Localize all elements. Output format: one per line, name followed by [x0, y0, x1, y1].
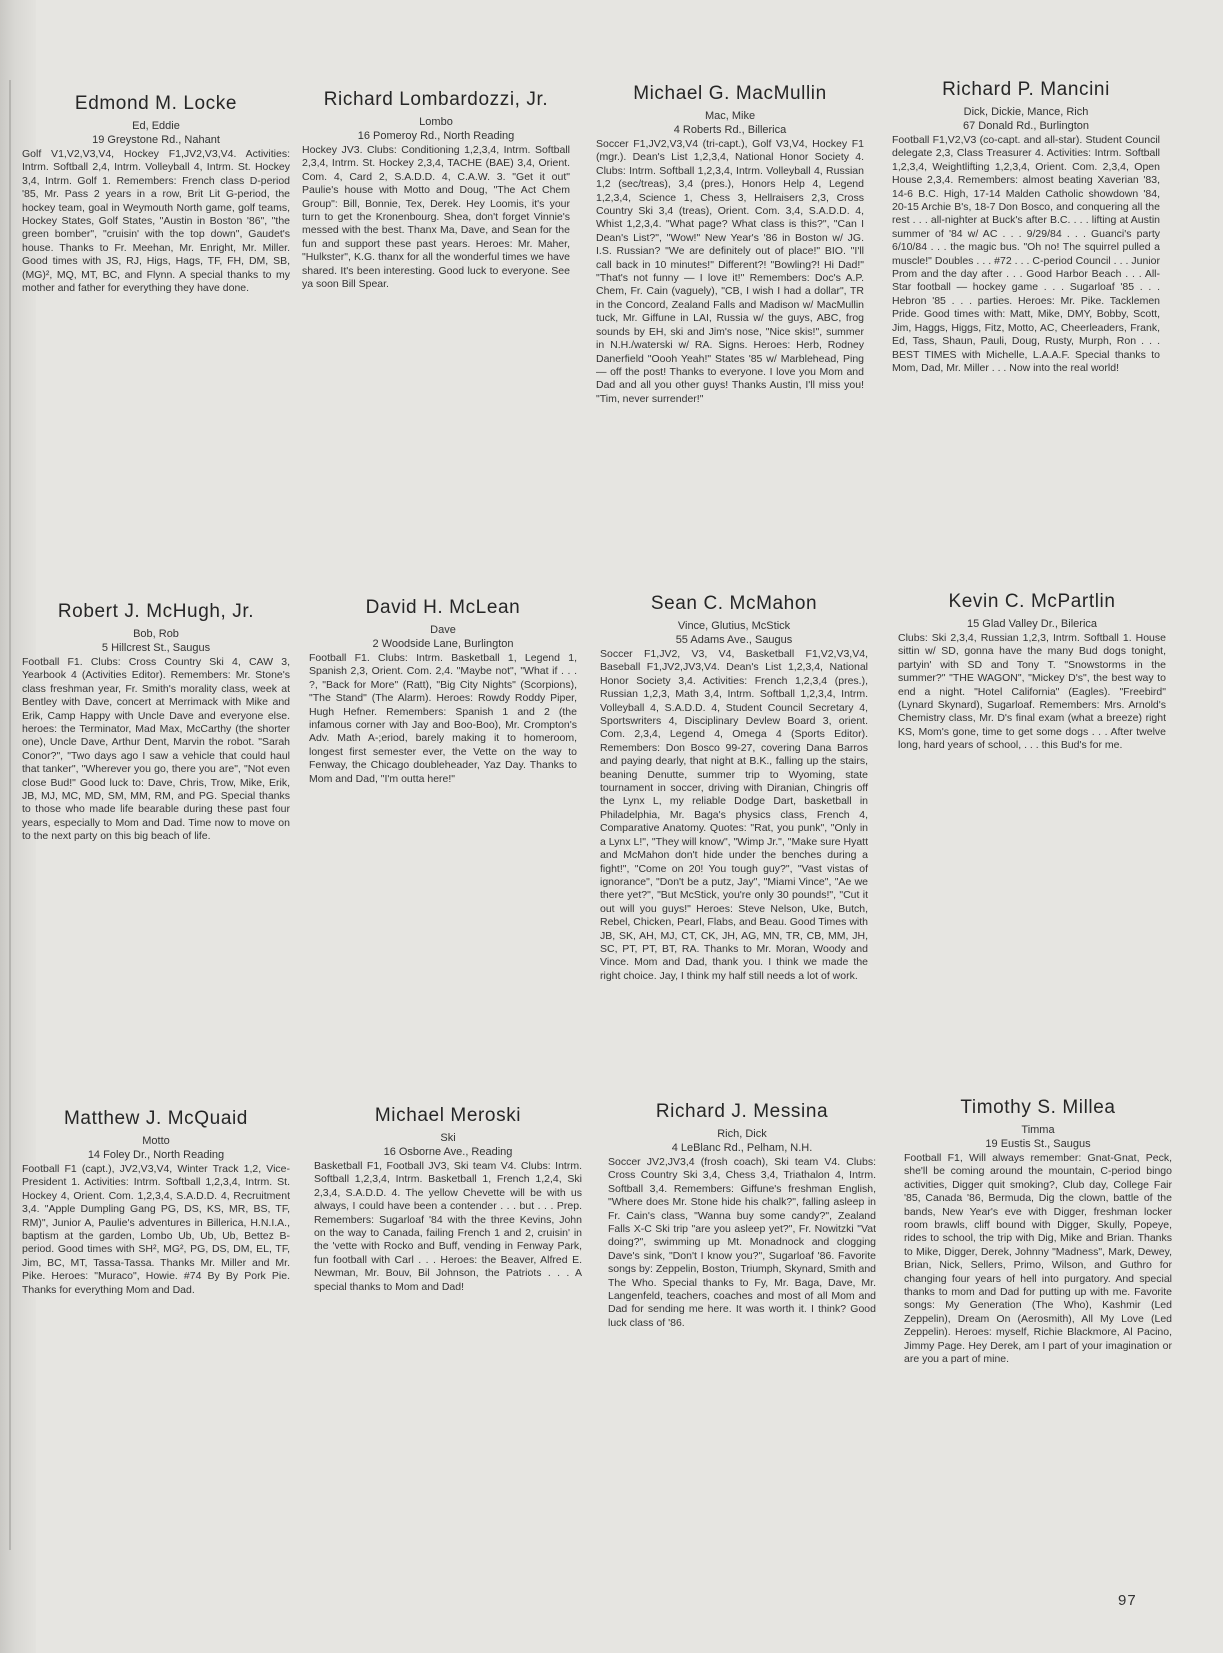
- entry-bio: Football F1. Clubs: Cross Country Ski 4, CAW 3, Yearbook 4 (Activities Editor). Remembers: Mr. Stone's class freshman year, Fr. Smith's morality class, week at Bentley with Dave, concert at Merrimack with Mike and Erik, Camp Happy with Uncle Dave and everyone else. heroes: the Terminator, Mad Max, McCarthy (the shorter one), Uncle Dave, Arthur Dent, Marvin the robot. "Sarah Conor?", "Two days ago I saw a vehicle that could haul that tanker", "Wherever you go, there you are", "Not even close Bud!" Good luck to: Dave, Chris, Trow, Mike, Erik, JB, MJ, MC, MD, SM, MM, RM, and PG. Special thanks to those who made life bearable during these past four years, especially to Mom and Dad. Time now to move on to the next party on this big beach of life.: [22, 656, 290, 843]
- entry-nicknames: Ski: [440, 1132, 456, 1144]
- entry-bio: Golf V1,V2,V3,V4, Hockey F1,JV2,V3,V4. Activities: Intrm. Softball 2,4, Intrm. Volleyball 4, Intrm. St. Hockey 3,4, Intrm. Golf 1. Remembers: French class D-period '85, Mr. Pass 2 years in a row, Brit Lit G-period, the hockey team, goal in Weymouth North game, golf teams, Hockey States, Golf States, "Austin in Boston '86", "the green bomber", "cruisin' with the top down", Gaudet's house. Thanks to Fr. Meehan, Mr. Enright, Mr. Miller. Good times with JS, RJ, Higs, Hags, TF, FH, DM, SB, (MG)², MQ, MT, BC, and Flynn. A special thanks to my mother and father for everything they have done.: [22, 148, 290, 295]
- entry-kevin-mcpartlin: [898, 590, 1166, 753]
- entry-bio: Football F1,V2,V3 (co-capt. and all-star). Student Council delegate 2,3, Class Treasurer 4. Activities: Intrm. Softball 1,2,3,4, Weightlifting 1,2,3,4, Orient. Com. 2,3,4, Open House 2,3,4. Remembers: almost beating Xaverian '83, 14-6 B.C. High, 17-14 Malden Catholic showdown '84, 20-15 Archie B's, 18-7 Don Bosco, and conquering all the rest . . . all-nighter at Buck's after B.C. . . . lifting at Austin summer of '84 w/ AC . . . 9/29/84 . . . Guanci's party 6/10/84 . . . the magic bus. "Oh no! The squirrel pulled a muscle!" Doubles . . . #72 . . . C-period Council . . . Junior Prom and the day after . . . Good Harbor Beach . . . All-Star football — hockey game . . . Sugarloaf '85 . . . Hebron '85 . . . parties. Heroes: Mr. Pike. Tacklemen Pride. Good times with: Matt, Mike, DMY, Bobby, Scott, Jim, Haggs, Higgs, Fitz, Motto, AC, Cheerleaders, Frank, Ed, Tass, Shaun, Pauli, Doug, Rusty, Murph, Ron . . . BEST TIMES with Michelle, L.A.A.F. Special thanks to Mom, Dad, Mr. Miller . . . Now into the real world!: [892, 134, 1160, 374]
- entry-address: 55 Adams Ave., Saugus: [675, 634, 793, 646]
- entry-sean-mcmahon: [600, 592, 868, 983]
- entry-bio: Clubs: Ski 2,3,4, Russian 1,2,3, Intrm. Softball 1. House sittin w/ SD, gonna have the many Bud dogs tonight, partyin' with SD and Tony T. "Snowstorms in the summer?" "THE WAGON", "Mickey D's", the best way to end a night. "Hotel California" (Eagles). "Freebird" (Lynard Skynard), Sugarloaf. Remembers: Mrs. Arnold's Chemistry class, Mr. D's final exam (what a breeze) right KS, Mom's gone, time to get some dogs . . . After twelve long, hard years of school, . . . this Bud's for me.: [898, 632, 1166, 752]
- entry-address: 19 Eustis St., Saugus: [985, 1138, 1091, 1150]
- entry-name: Timothy S. Millea: [960, 1097, 1116, 1118]
- entry-address: 4 LeBlanc Rd., Pelham, N.H.: [671, 1142, 813, 1154]
- entry-matthew-mcquaid: [22, 1107, 290, 1297]
- entry-name: Robert J. McHugh, Jr.: [57, 601, 255, 622]
- entry-name: Edmond M. Locke: [74, 93, 238, 114]
- entry-david-mclean: [309, 596, 577, 786]
- entry-address: 15 Glad Valley Dr., Bilerica: [966, 618, 1098, 630]
- entry-name: Richard P. Mancini: [942, 79, 1110, 100]
- entry-name: Sean C. McMahon: [650, 593, 818, 614]
- entry-address: 67 Donald Rd., Burlington: [963, 120, 1089, 132]
- entry-name: David H. McLean: [365, 597, 521, 618]
- entry-timothy-millea: [904, 1096, 1172, 1367]
- entry-name: Kevin C. McPartlin: [948, 591, 1116, 612]
- entry-edmond-locke: [22, 92, 290, 295]
- entry-address: 19 Greystone Rd., Nahant: [92, 134, 220, 146]
- entry-michael-macmullin: [596, 82, 864, 406]
- entry-bio: Soccer F1,JV2, V3, V4, Basketball F1,V2,V3,V4, Baseball F1,JV2,JV3,V4. Dean's List 1,2,3,4, National Honor Society 3,4. Activities: French 1,2,3,4 (pres.), Russian 1,2,3, Math 3,4, Intrm. Softball 1,2,3,4, Intrm. Volleyball 4, S.A.D.D. 4, Student Council Secretary 4, Sportswriters 4, Disciplinary Devlew Board 3, orient. Com. 2,3,4, Legend 4, Omega 4 (Sports Editor). Remembers: Don Bosco 99-27, covering Dana Barros and paying dearly, that night at B.K., falling up the stairs, beaning Denutte, summer trip to Wyoming, state tournament in soccer, driving with Diranian, Chingris off the Lynx L, my reliable Dodge Dart, basketball in Philadelphia, Mr. Baga's physics class, French 4, Comparative Anatomy. Quotes: "Rat, you punk", "Only in a Lynx L!", "They will know", "Wimp Jr.", "Make sure Hyatt and McMahon don't hide under the benches during a fight!", "Come on 20! You tough guy?", "Vast vistas of ignorance", "Don't be a putz, Jay", "Miami Vince", "Ae we there yet?", "But McStick, you're only 30 pounds!", "Cut it out will you guys!" Heroes: Steve Nelson, Uke, Butch, Rebel, Chicken, Pearl, Flabs, and Beau. Good Times with JB, SK, AH, MJ, CT, CK, JH, AG, MN, TR, CB, MM, JH, SC, PT, PT, BT, RA. Thanks to Mr. Moran, Woody and Vince. Mom and Dad, thank you. I think we made the right choice. Jay, I think my half still needs a lot of work.: [600, 648, 868, 982]
- entry-name: Richard J. Messina: [655, 1101, 829, 1122]
- entry-richard-mancini: [892, 78, 1160, 375]
- entry-nicknames: Lombo: [419, 116, 453, 128]
- entry-nicknames: Dave: [430, 624, 456, 636]
- entry-nicknames: Motto: [142, 1135, 170, 1147]
- entry-nicknames: Ed, Eddie: [132, 120, 180, 132]
- binding-edge: [9, 80, 11, 1550]
- entry-richard-lombardozzi: [302, 88, 570, 291]
- entry-nicknames: Dick, Dickie, Mance, Rich: [963, 106, 1089, 118]
- entry-bio: Football F1, Will always remember: Gnat-Gnat, Peck, she'll be coming around the mountain, C-period bingo activities, Digger quit smoking?, Club day, College Fair '85, Canada '86, Bermuda, Dig the clown, battle of the bands, New Year's eve with Digger, freshman locker room brawls, cliff bound with Digger, Skully, Popeye, rides to school, the trip with Dig, Mike and Brian. Thanks to Mike, Digger, Derek, Johnny "Madness", Mark, Dewey, Brian, Nick, Sellers, Primo, Wilson, and Guthro for changing four years of hell into purgatory. And special thanks to mom and Dad for putting up with me. Favorite songs: My Generation (The Who), Kashmir (Led Zeppelin), Dream On (Aerosmith), All My Love (Led Zeppelin). Heroes: myself, Richie Blackmore, Al Pacino, Jimmy Page. Hey Derek, am I part of your imagination or are you a part of mine.: [904, 1152, 1172, 1366]
- entry-name: Matthew J. McQuaid: [64, 1108, 248, 1129]
- entry-bio: Football F1 (capt.), JV2,V3,V4, Winter Track 1,2, Vice-President 1. Activities: Intrm. Softball 1,2,3,4, Intrm. St. Hockey 4, Orient. Com. 1,2,3,4, S.A.D.D. 4, Recruitment 3,4. "Apple Dumpling Gang PG, DS, KS, MR, BS, TF, RM)", Junior A, Paulie's adventures in Billerica, H.N.I.A., baptism at the garden, Lombo Ub, Ub, Ub, Bettez B-period. Good times with SH², MG², PG, DS, DM, EL, TF, Jim, BC, MT, Tassa-Tassa. Thanks Mr. Miller and Mr. Pike. Heroes: "Muraco", Howie. #74 By By Pork Pie. Thanks for everything Mom and Dad.: [22, 1163, 290, 1296]
- entry-nicknames: Rich, Dick: [717, 1128, 767, 1140]
- entry-address: 5 Hillcrest St., Saugus: [101, 642, 211, 654]
- entry-name: Michael Meroski: [374, 1105, 522, 1126]
- entry-nicknames: Mac, Mike: [704, 110, 756, 122]
- entry-name: Michael G. MacMullin: [633, 83, 827, 104]
- entry-robert-mchugh: [22, 600, 290, 844]
- entry-address: 16 Pomeroy Rd., North Reading: [357, 130, 515, 142]
- entry-name: Richard Lombardozzi, Jr.: [323, 89, 549, 110]
- entry-address: 14 Foley Dr., North Reading: [87, 1149, 225, 1161]
- entry-bio: Football F1. Clubs: Intrm. Basketball 1, Legend 1, Spanish 2,3, Orient. Com. 2,4. "Maybe not", "What if . . . ?, "Back for More" (Ratt), "Big City Nights" (Scorpions), "The Stand" (The Alarm). Heroes: Rowdy Roddy Piper, Hugh Hefner. Remembers: Spanish 1 and 2 (the infamous corner with Jay and Boo-Boo), Mr. Crompton's Adv. Math A-;eriod, barely making it to homeroom, longest first semester ever, the Vette on the way to Fenway, the Chicago doubleheader, Yaz Day. Thanks to Mom and Dad, "I'm outta here!": [309, 652, 577, 785]
- entry-michael-meroski: [314, 1104, 582, 1294]
- entry-address: 2 Woodside Lane, Burlington: [372, 638, 514, 650]
- entry-nicknames: Bob, Rob: [133, 628, 179, 640]
- entry-richard-messina: [608, 1100, 876, 1330]
- entry-bio: Basketball F1, Football JV3, Ski team V4. Clubs: Intrm. Softball 1,2,3,4, Intrm. Basketball 1, French 1,2,4, Ski 2,3,4, S.A.D.D. 4. The yellow Chevette will be with us always, I could have been a contender . . . but . . . Prep. Remembers: Sugarloaf '84 with the three Kevins, John on the way to Canada, failing French 1 and 2, cruisin' in the 'vette with Rocko and Buff, vending in Fenway Park, fun football with Carl . . . Heroes: the Beaver, Alfred E. Newman, Mr. Bouv, Bil Johnson, the Patriots . . . A special thanks to Mom and Dad!: [314, 1160, 582, 1293]
- entry-address: 4 Roberts Rd., Billerica: [673, 124, 787, 136]
- entry-nicknames: Timma: [1021, 1124, 1055, 1136]
- entry-nicknames: Vince, Glutius, McStick: [677, 620, 791, 632]
- entry-bio: Soccer F1,JV2,V3,V4 (tri-capt.), Golf V3,V4, Hockey F1 (mgr.). Dean's List 1,2,3,4, National Honor Society 4. Clubs: Intrm. Softball 1,2,3,4, Intrm. Volleyball 4, Russian 1,2 (sec/treas), 3,4 (pres.), Honors Help 4, Legend 1,2,3,4, Science 1, Chess 3, Hellraisers 2,3, Cross Country Ski 3,4 (treas), Orient. Com. 3,4, S.A.D.D. 4, Whist 1,2,3,4. "What page? What class is this?", "Can I Dean's List?", "Wow!" New Year's '86 in Boston w/ JG. I.S. Russian? "We are definitely out of place!" BIO. "I'll call back in 10 minutes!" Different?! "Bowling?! Hi Dad!" "That's not funny — I love it!" Remembers: Doc's A.P. Chem, Fr. Cain (vaguely), "CB, I wish I had a dollar", TR in the Concord, Zealand Falls and Madison w/ MacMullin tuck, Mr. Giffune in LAI, Russia w/ the guys, ABC, frog sounds by EH, ski and Jim's nose, "Nice skis!", summer in N.H./waterski w/ RA. Signs. Heroes: Herb, Rodney Danerfield "Oooh Yeah!" States '85 w/ Marblehead, Ping — off the post! Thanks to everyone. I love you Mom and Dad and all you other guys! Thanks Austin, I'll miss you! "Tim, never surrender!": [596, 138, 864, 405]
- entry-bio: Hockey JV3. Clubs: Conditioning 1,2,3,4, Intrm. Softball 2,3,4, Intrm. St. Hockey 2,3,4, TACHE (BAE) 3,4, Orient. Com. 4, Card 2, S.A.D.D. 4, C.A.W. 3. "Get it out" Paulie's house with Motto and Doug, "The Act Chem Group": Bill, Bonnie, Tex, Derek. Hey Loomis, it's your turn to get the Kronenbourg. Shea, don't forget Vinnie's messed with the best. Thanx Ma, Dave, and Sean for the fun and support these past years. Heroes: Mr. Maher, "Hulkster", K.G. thanx for all the wonderful times we have shared. It's been interesting. Good luck to everyone. See ya soon Bill Spear.: [302, 144, 570, 291]
- entry-bio: Soccer JV2,JV3,4 (frosh coach), Ski team V4. Clubs: Cross Country Ski 3,4, Chess 3,4, Triathalon 4, Intrm. Softball 3,4. Remembers: Giffune's freshman English, "Where does Mr. Stone hide his chalk?", falling asleep in Fr. Cain's class, "Wanna buy some candy?", Zealand Falls X-C Ski trip "are you asleep yet?", Fr. Nowitzki "Vat doing?", swimming up Mt. Monadnock and clogging Dave's sink, "Don't I know you?", Sugarloaf '86. Favorite songs by: Zeppelin, Boston, Triumph, Skynard, Smith and The Who. Special thanks to Fy, Mr. Baga, Dave, Mr. Langenfeld, teachers, coaches and most of all Mom and Dad for sending me here. It was worth it. I think? Good luck class of '86.: [608, 1156, 876, 1329]
- page-number: 97: [1118, 1592, 1137, 1609]
- entry-address: 16 Osborne Ave., Reading: [383, 1146, 513, 1158]
